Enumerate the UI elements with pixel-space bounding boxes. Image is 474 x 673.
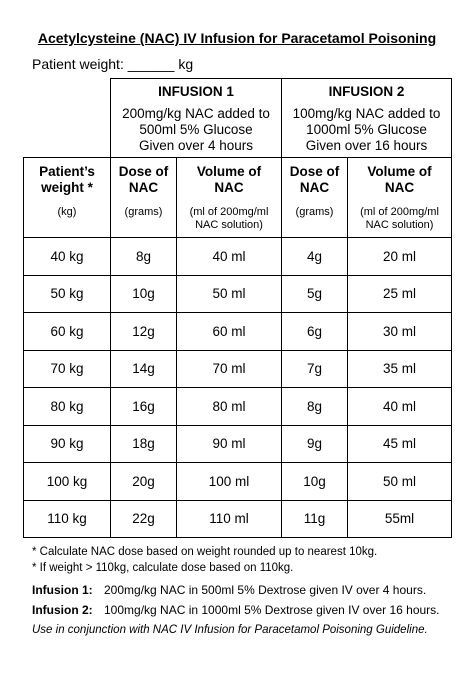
dose1-cell: 12g [111,313,177,351]
weight-cell: 50 kg [24,275,111,313]
infusion1-heading: INFUSION 1 [158,84,234,99]
note-max-weight: * If weight > 110kg, calculate dose based on 110kg. [32,562,294,574]
dose2-header-line1: Dose of [289,163,340,179]
nac-dosing-table [23,78,452,538]
infusion2-line2: 1000ml 5% Glucose [306,122,427,137]
vol1-cell: 50 ml [177,275,282,313]
infusion2-summary [32,603,440,617]
infusion1-summary-label: Infusion 1: [32,583,93,597]
patient-weight-line: Patient weight: ______ kg [32,56,194,72]
dose1-header-line1: Dose of [118,163,169,179]
weight-header-line2: weight * [41,179,93,195]
dose1-unit: (grams) [124,205,163,218]
vol1-cell: 80 ml [177,388,282,426]
dose1-cell: 18g [111,425,177,463]
table-row [24,275,452,313]
dose-rows [24,238,452,538]
vol2-cell: 35 ml [348,350,452,388]
dose2-cell: 5g [282,275,348,313]
dose2-header-line2: NAC [299,179,330,195]
vol1-cell: 70 ml [177,350,282,388]
vol1-unit-line2: NAC solution) [195,218,263,231]
infusion2-line1: 100mg/kg NAC added to [292,106,441,121]
dose2-cell: 4g [282,238,348,276]
infusion-header-row [24,79,452,158]
dose1-cell: 14g [111,350,177,388]
weight-cell: 70 kg [24,350,111,388]
vol1-column-header [177,158,282,238]
vol2-header-line2: NAC [384,179,415,195]
infusion2-line3: Given over 16 hours [305,138,428,153]
infusion1-header [111,79,282,158]
dose1-cell: 16g [111,388,177,426]
dose2-cell: 10g [282,463,348,501]
vol2-cell: 50 ml [348,463,452,501]
weight-cell: 60 kg [24,313,111,351]
table-row [24,238,452,276]
guideline-note: Use in conjunction with NAC IV Infusion for Paracetamol Poisoning Guideline. [32,624,428,636]
table-row [24,350,452,388]
table-row [24,388,452,426]
vol1-cell: 110 ml [177,500,282,538]
dose1-cell: 10g [111,275,177,313]
table-row [24,500,452,538]
infusion1-line3: Given over 4 hours [138,138,254,153]
weight-cell: 40 kg [24,238,111,276]
dose1-header-line2: NAC [128,179,159,195]
document-title: Acetylcysteine (NAC) IV Infusion for Paracetamol Poisoning [37,30,437,46]
dose2-cell: 11g [282,500,348,538]
dose2-cell: 6g [282,313,348,351]
dose1-column-header [111,158,177,238]
vol1-cell: 60 ml [177,313,282,351]
vol1-cell: 100 ml [177,463,282,501]
infusion1-summary [32,583,426,597]
table-row [24,463,452,501]
table-row [24,313,452,351]
vol2-unit-line1: (ml of 200mg/ml [360,205,439,218]
dose2-cell: 7g [282,350,348,388]
dose2-cell: 8g [282,388,348,426]
vol1-header-line2: NAC [214,179,244,195]
table-row [24,425,452,463]
vol2-cell: 30 ml [348,313,452,351]
vol2-cell: 25 ml [348,275,452,313]
infusion2-summary-label: Infusion 2: [32,603,93,617]
infusion1-line1: 200mg/kg NAC added to [122,106,270,121]
vol2-column-header [348,158,452,238]
dose2-column-header [282,158,348,238]
vol2-unit-line2: NAC solution) [365,218,434,231]
weight-cell: 100 kg [24,463,111,501]
infusion1-line2: 500ml 5% Glucose [139,122,253,137]
vol1-cell: 90 ml [177,425,282,463]
vol1-cell: 40 ml [177,238,282,276]
infusion2-heading: INFUSION 2 [328,84,405,99]
vol2-cell: 40 ml [348,388,452,426]
dose2-unit: (grams) [295,205,334,218]
weight-cell: 90 kg [24,425,111,463]
infusion1-summary-text: 200mg/kg NAC in 500ml 5% Dextrose given IV over 4 hours. [104,583,427,597]
vol1-header-line1: Volume of [196,163,262,179]
dose1-cell: 8g [111,238,177,276]
weight-cell: 110 kg [24,500,111,538]
dose2-cell: 9g [282,425,348,463]
vol2-header-line1: Volume of [367,163,432,179]
note-rounding: * Calculate NAC dose based on weight rounded up to nearest 10kg. [32,546,378,558]
weight-cell: 80 kg [24,388,111,426]
dose1-cell: 20g [111,463,177,501]
vol2-cell: 20 ml [348,238,452,276]
infusion2-summary-text: 100mg/kg NAC in 1000ml 5% Dextrose given IV over 16 hours. [104,603,440,617]
dose1-cell: 22g [111,500,177,538]
weight-unit: (kg) [57,205,77,218]
header-blank-cell [24,79,111,158]
weight-header-line1: Patient’s [39,163,95,179]
vol2-cell: 55ml [348,500,452,538]
infusion2-header [282,79,452,158]
vol2-cell: 45 ml [348,425,452,463]
column-header-row [24,158,452,238]
vol1-unit-line1: (ml of 200mg/ml [189,205,269,218]
weight-column-header [24,158,111,238]
